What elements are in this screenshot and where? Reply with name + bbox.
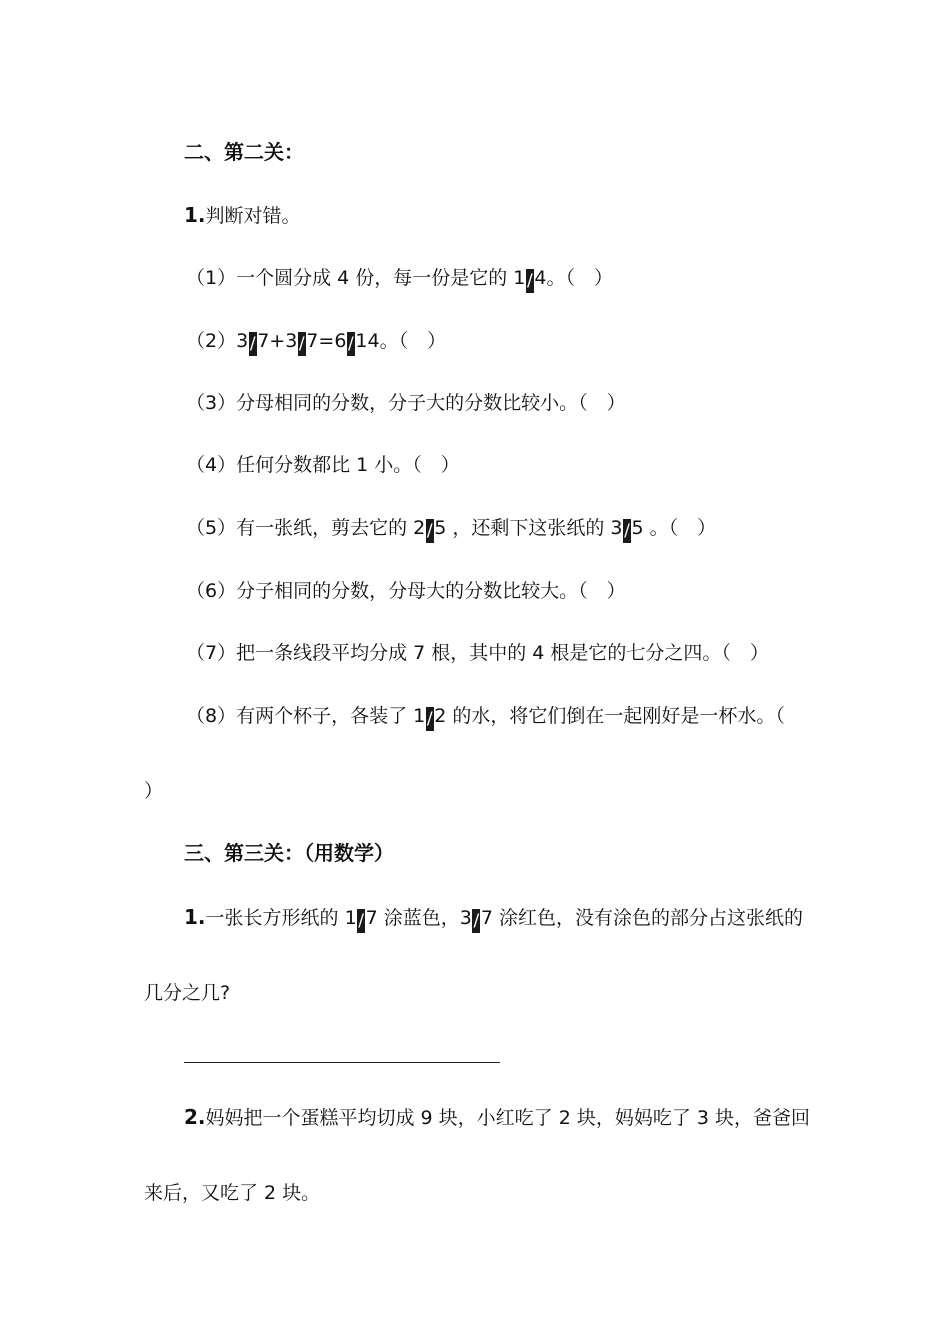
denominator: 2 xyxy=(434,705,447,727)
fraction xyxy=(460,905,493,933)
question-number: 2. xyxy=(184,1105,206,1129)
judge-item-7: （7）把一条线段平均分成 7 根，其中的 4 根是它的七分之四。（ ） xyxy=(186,642,769,664)
section-3-title: 三、第三关：（用数学） xyxy=(184,841,394,865)
judge-item-6: （6）分子相同的分数，分母大的分数比较大。（ ） xyxy=(186,580,626,602)
fraction-slash: / xyxy=(358,911,365,931)
numerator: 3 xyxy=(236,330,249,352)
judge-item-5 xyxy=(186,515,716,543)
judge-item-8 xyxy=(186,703,785,731)
judge-item-1 xyxy=(186,265,613,293)
question-text: 妈妈把一个蛋糕平均切成 9 块，小红吃了 2 块，妈妈吃了 3 块，爸爸回 xyxy=(205,1107,811,1129)
fraction xyxy=(285,328,318,356)
plus-sign: + xyxy=(269,330,286,352)
judge-item-4: （4）任何分数都比 1 小。（ ） xyxy=(186,454,460,476)
denominator: 7 xyxy=(257,330,270,352)
fraction xyxy=(334,328,379,356)
word-problem-1 xyxy=(184,904,803,933)
word-problem-2 xyxy=(184,1104,810,1131)
question-text: 一张长方形纸的 xyxy=(205,907,345,929)
fraction xyxy=(345,905,378,933)
question-text: 涂红色，没有涂色的部分占这张纸的 xyxy=(492,907,804,929)
judge-item-3: （3）分母相同的分数，分子大的分数比较小。（ ） xyxy=(186,392,626,414)
denominator: 7 xyxy=(306,330,319,352)
fraction xyxy=(610,515,643,543)
answer-bracket: 。（ ） xyxy=(643,517,717,539)
numerator: 1 xyxy=(344,907,357,929)
question-number: 1. xyxy=(184,203,206,227)
fraction-slash: / xyxy=(249,334,256,354)
fraction xyxy=(513,265,546,293)
fraction xyxy=(413,515,446,543)
denominator: 4 xyxy=(534,267,547,289)
question-1 xyxy=(184,202,301,229)
denominator: 14 xyxy=(355,330,380,352)
question-text: 判断对错。 xyxy=(205,205,301,227)
fraction-slash: / xyxy=(426,521,433,541)
word-problem-2-wrap: 来后，又吃了 2 块。 xyxy=(144,1182,321,1204)
judge-item-2 xyxy=(186,328,446,356)
item-text: （1）一个圆分成 4 份，每一份是它的 xyxy=(186,267,514,289)
item-text: （8）有两个杯子，各装了 xyxy=(186,705,414,727)
judge-item-8-wrap: ） xyxy=(144,780,164,802)
fraction xyxy=(236,328,269,356)
question-number: 1. xyxy=(184,905,206,929)
fraction-slash: / xyxy=(298,334,305,354)
denominator: 7 xyxy=(365,907,378,929)
numerator: 3 xyxy=(610,517,623,539)
answer-line xyxy=(184,1062,500,1063)
numerator: 2 xyxy=(413,517,426,539)
fraction-slash: / xyxy=(473,911,480,931)
item-text: （5）有一张纸，剪去它的 xyxy=(186,517,414,539)
numerator: 6 xyxy=(334,330,347,352)
word-problem-1-wrap: 几分之几? xyxy=(144,982,231,1004)
fraction-slash: / xyxy=(348,334,354,354)
numerator: 1 xyxy=(513,267,526,289)
denominator: 7 xyxy=(480,907,493,929)
section-2-title: 二、第二关： xyxy=(184,140,304,164)
fraction-slash: / xyxy=(426,709,433,729)
numerator: 3 xyxy=(285,330,298,352)
numerator: 1 xyxy=(413,705,426,727)
item-text: 的水，将它们倒在一起刚好是一杯水。（ xyxy=(446,705,785,727)
numerator: 3 xyxy=(459,907,472,929)
item-number: （2） xyxy=(186,330,237,352)
denominator: 5 xyxy=(434,517,447,539)
item-text: ，还剩下这张纸的 xyxy=(446,517,611,539)
equals-sign: = xyxy=(318,330,335,352)
fraction xyxy=(413,703,446,731)
answer-bracket: 。（ ） xyxy=(546,267,613,289)
question-text: 涂蓝色， xyxy=(377,907,460,929)
denominator: 5 xyxy=(631,517,644,539)
fraction-slash: / xyxy=(527,271,533,291)
answer-bracket: 。（ ） xyxy=(379,330,447,352)
fraction-slash: / xyxy=(624,521,630,541)
